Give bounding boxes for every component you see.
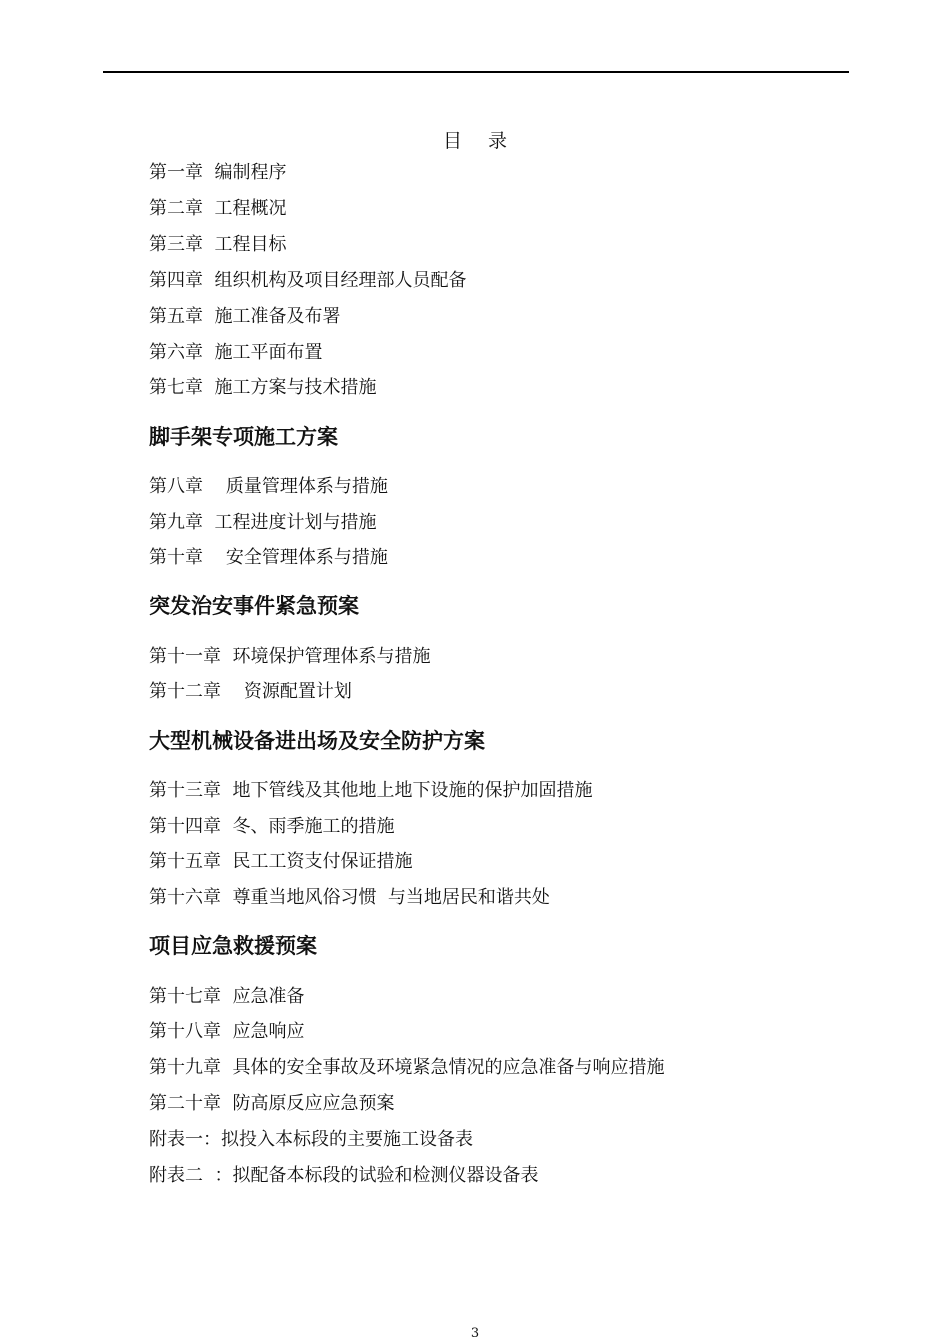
toc-entry: 第九章 工程进度计划与措施 [149, 512, 377, 533]
toc-entry: 第八章 质量管理体系与措施 [149, 476, 388, 497]
toc-section-heading: 大型机械设备进出场及安全防护方案 [149, 729, 485, 753]
toc-entry: 第六章 施工平面布置 [149, 342, 323, 363]
toc-entry: 第十五章 民工工资支付保证措施 [149, 851, 413, 872]
toc-title-char-1: 目 [442, 130, 462, 152]
toc-entry: 第三章 工程目标 [149, 234, 287, 255]
toc-title-char-2: 录 [488, 130, 508, 152]
toc-entry: 第七章 施工方案与技术措施 [149, 377, 377, 398]
toc-entry: 第十七章 应急准备 [149, 986, 305, 1007]
toc-entry: 第二十章 防高原反应应急预案 [149, 1093, 395, 1114]
toc-section-heading: 突发治安事件紧急预案 [149, 594, 359, 618]
toc-entry: 第十三章 地下管线及其他地上地下设施的保护加固措施 [149, 780, 593, 801]
toc-section-heading: 项目应急救援预案 [149, 934, 317, 958]
toc-entry: 第十六章 尊重当地风俗习惯 与当地居民和谐共处 [149, 887, 550, 908]
toc-title [0, 126, 950, 153]
toc-entry: 第十四章 冬、雨季施工的措施 [149, 816, 395, 837]
toc-entry: 第十八章 应急响应 [149, 1021, 305, 1042]
page-number: 3 [470, 1326, 480, 1341]
toc-section-heading: 脚手架专项施工方案 [149, 425, 338, 449]
toc-entry: 附表一：拟投入本标段的主要施工设备表 [149, 1129, 473, 1150]
toc-entry: 第十章 安全管理体系与措施 [149, 547, 388, 568]
header-rule [103, 71, 849, 73]
toc-entry: 附表二 ：拟配备本标段的试验和检测仪器设备表 [149, 1165, 539, 1186]
toc-entry: 第四章 组织机构及项目经理部人员配备 [149, 270, 467, 291]
toc-entry: 第十九章 具体的安全事故及环境紧急情况的应急准备与响应措施 [149, 1057, 665, 1078]
toc-entry: 第五章 施工准备及布署 [149, 306, 341, 327]
toc-entry: 第二章 工程概况 [149, 198, 287, 219]
toc-entry: 第十二章 资源配置计划 [149, 681, 352, 702]
toc-entry: 第一章 编制程序 [149, 162, 287, 183]
toc-entry: 第十一章 环境保护管理体系与措施 [149, 646, 431, 667]
